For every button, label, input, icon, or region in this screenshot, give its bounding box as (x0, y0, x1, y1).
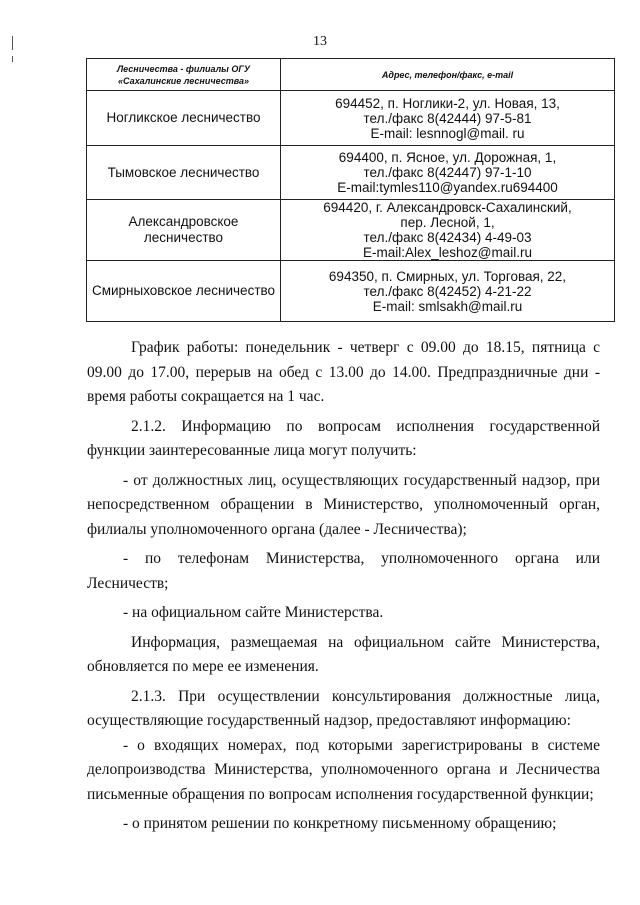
email-line: E-mail: lesnnogl@mail. ru (370, 125, 525, 141)
header-contacts: Адрес, телефон/факс, e-mail (281, 59, 615, 91)
branch-contacts (281, 261, 615, 322)
branch-contacts (281, 146, 615, 200)
site-info-paragraph: Информация, размещаемая на официальном сайте Министерства, обновляется по мере ее изменения. (87, 633, 600, 675)
email-line: E-mail:tymles110@yandex.ru694400 (337, 180, 558, 195)
table-header-row (87, 59, 615, 91)
branch-contacts (281, 200, 615, 261)
clause-2-1-3: 2.1.3. При осуществлении консультирования должностные лица, осуществляющие государственный надзор, предоставляют информацию: (87, 687, 600, 729)
branch-contacts (281, 91, 615, 146)
margin-mark (12, 56, 13, 62)
clause-2-1-2: 2.1.2. Информацию по вопросам исполнения государственной функции заинтересованные лица могут получить: (87, 417, 600, 459)
phone-line: тел./факс 8(42434) 4-49-03 (363, 230, 532, 245)
body-text (87, 336, 600, 837)
header-branch-name-line2: «Сахалинские лесничества» (117, 75, 250, 86)
clause-2-1-2-item-1: - от должностных лиц, осуществляющих государственный надзор, при непосредственном обращении в Министерство, уполномоченный орган, филиалы уполномоченного органа (далее - Лесничества); (87, 471, 600, 538)
phone-line: тел./факс 8(42447) 97-1-10 (363, 165, 532, 180)
address-line: 694452, п. Ноглики-2, ул. Новая, 13, (335, 95, 560, 111)
table-row (87, 146, 615, 200)
work-schedule-paragraph: График работы: понедельник - четверг с 09.00 до 18.15, пятница с 09.00 до 17.00, перерыв на обед с 13.00 до 14.00. Предпраздничные дни - время работы сокращается на 1 час. (87, 339, 600, 405)
clause-2-1-3-item-1: - о входящих номерах, под которыми зарегистрированы в системе делопроизводства Министерства, уполномоченного органа и Лесничества письменные обращения по вопросам исполнения государственной функции; (87, 736, 600, 803)
branch-name: Ногликское лесничество (87, 91, 281, 146)
address-line: 694400, п. Ясное, ул. Дорожная, 1, (338, 150, 557, 165)
table-row (87, 200, 615, 261)
email-line: E-mail:Alex_leshoz@mail.ru (362, 245, 532, 260)
branch-name: Смирныховское лесничество (87, 261, 281, 322)
address-line: пер. Лесной, 1, (400, 215, 495, 230)
clause-2-1-3-item-2: - о принятом решении по конкретному письменному обращению; (123, 815, 557, 832)
page-number: 13 (313, 34, 327, 49)
address-line: 694420, г. Александровск-Сахалинский, (323, 200, 572, 215)
phone-line: тел./факс 8(42452) 4-21-22 (363, 283, 532, 299)
branch-name: Александровское лесничество (87, 200, 281, 261)
header-branch-name-line1: Лесничества - филиалы ОГУ (116, 63, 250, 74)
table-row (87, 261, 615, 322)
forestry-branches-table (86, 58, 615, 322)
email-line: E-mail: smlsakh@mail.ru (372, 298, 523, 314)
table-row (87, 91, 615, 146)
address-line: 694350, п. Смирных, ул. Торговая, 22, (328, 268, 567, 284)
clause-2-1-2-item-3: - на официальном сайте Министерства. (123, 604, 384, 621)
header-branch-name (87, 59, 281, 91)
branch-name: Тымовское лесничество (87, 146, 281, 200)
phone-line: тел./факс 8(42444) 97-5-81 (363, 110, 532, 126)
clause-2-1-2-item-2: - по телефонам Министерства, уполномоченного органа или Лесничеств; (87, 550, 600, 592)
